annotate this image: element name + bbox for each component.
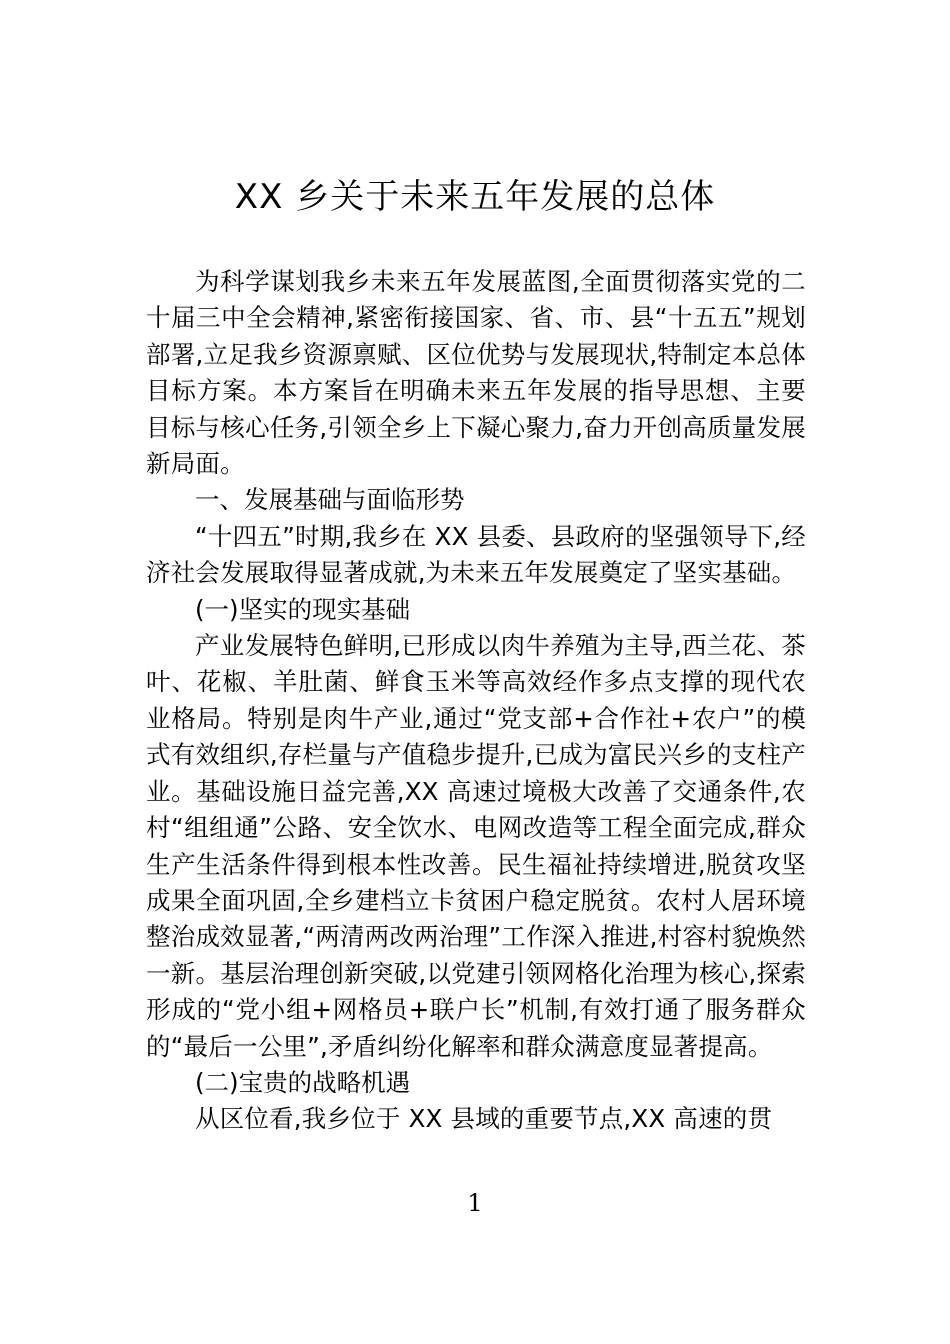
subsection-heading-2: (二)宝贵的战略机遇 xyxy=(195,1067,411,1097)
section-heading-1: 一、发展基础与面临形势 xyxy=(195,485,465,515)
subsection-2-paragraph: 从区位看,我乡位于 XX 县域的重要节点,XX 高速的贯 xyxy=(195,1104,773,1134)
section-1-paragraph: “十四五”时期,我乡在 XX 县委、县政府的坚强领导下,经济社会发展取得显著成就,为未来五年发展奠定了坚实基础。 xyxy=(146,521,806,588)
document-body xyxy=(146,264,806,1138)
subsection-heading-1: (一)坚实的现实基础 xyxy=(195,594,411,624)
subsection-1-paragraph: 产业发展特色鲜明,已形成以肉牛养殖为主导,西兰花、茶叶、花椒、羊肚菌、鲜食玉米等高效经作多点支撑的现代农业格局。特别是肉牛产业,通过“党支部+合作社+农户”的模式有效组织,存栏量与产值稳步提升,已成为富民兴乡的支柱产业。基础设施日益完善,XX 高速过境极大改善了交通条件,农村“组组通”公路、安全饮水、电网改造等工程全面完成,群众生产生活条件得到根本性改善。民生福祉持续增进,脱贫攻坚成果全面巩固,全乡建档立卡贫困户稳定脱贫。农村人居环境整治成效显著,“两清两改两治理”工作深入推进,村容村貌焕然一新。基层治理创新突破,以党建引领网格化治理为核心,探索形成的“党小组+网格员+联户长”机制,有效打通了服务群众的“最后一公里”,矛盾纠纷化解率和群众满意度显著提高。 xyxy=(146,631,806,1061)
page-number: 1 xyxy=(467,1189,483,1217)
document-title: XX 乡关于未来五年发展的总体 xyxy=(234,177,716,217)
intro-paragraph: 为科学谋划我乡未来五年发展蓝图,全面贯彻落实党的二十届三中全会精神,紧密衔接国家、省、市、县“十五五”规划部署,立足我乡资源禀赋、区位优势与发展现状,特制定本总体目标方案。本方案旨在明确未来五年发展的指导思想、主要目标与核心任务,引领全乡上下凝心聚力,奋力开创高质量发展新局面。 xyxy=(146,267,806,479)
